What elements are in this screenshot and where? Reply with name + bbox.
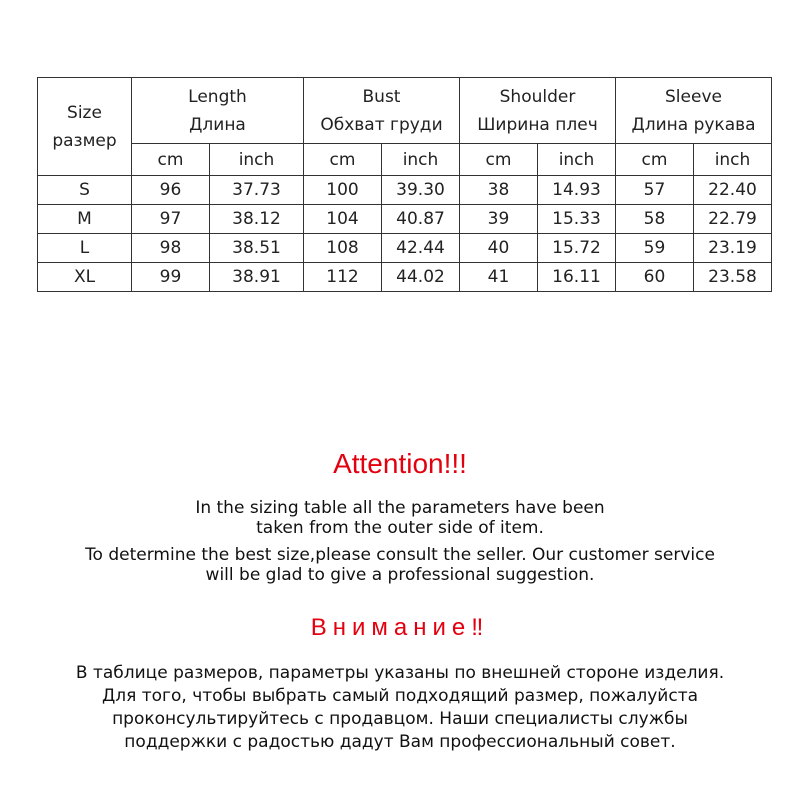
unit-cell: cm: [132, 144, 210, 176]
unit-cell: cm: [616, 144, 694, 176]
table-cell: 60: [616, 263, 694, 292]
unit-cell: inch: [538, 144, 616, 176]
russian-notice-line: поддержки с радостью дадут Вам профессиональный совет.: [124, 732, 676, 752]
table-cell: 38.51: [210, 234, 304, 263]
sleeve-header-ru: Длина рукава: [631, 114, 756, 135]
table-cell: 98: [132, 234, 210, 263]
size-header-en: Size: [67, 102, 102, 123]
sleeve-header: [616, 78, 772, 144]
length-header-en: Length: [188, 86, 247, 107]
table-cell: 57: [616, 176, 694, 205]
table-cell: 23.19: [694, 234, 772, 263]
bust-header-ru: Обхват груди: [320, 114, 443, 135]
table-cell: 40: [460, 234, 538, 263]
english-notice-line: taken from the outer side of item.: [256, 518, 544, 538]
size-table: [37, 77, 772, 292]
table-cell: 39: [460, 205, 538, 234]
vnimanie-heading: Внимание‼: [310, 614, 490, 641]
table-row: [38, 263, 772, 292]
table-cell: 39.30: [382, 176, 460, 205]
unit-cell: inch: [210, 144, 304, 176]
unit-cell: cm: [460, 144, 538, 176]
size-cell: M: [38, 205, 132, 234]
unit-cell: inch: [382, 144, 460, 176]
table-cell: 22.40: [694, 176, 772, 205]
table-cell: 42.44: [382, 234, 460, 263]
table-row: [38, 205, 772, 234]
shoulder-header-ru: Ширина плеч: [477, 114, 598, 135]
table-cell: 112: [304, 263, 382, 292]
table-cell: 104: [304, 205, 382, 234]
table-cell: 38: [460, 176, 538, 205]
unit-cell: inch: [694, 144, 772, 176]
table-cell: 15.72: [538, 234, 616, 263]
table-cell: 38.12: [210, 205, 304, 234]
table-cell: 16.11: [538, 263, 616, 292]
table-cell: 15.33: [538, 205, 616, 234]
shoulder-header: [460, 78, 616, 144]
english-notice-line: In the sizing table all the parameters have been: [195, 498, 605, 518]
length-header: [132, 78, 304, 144]
table-cell: 108: [304, 234, 382, 263]
table-cell: 59: [616, 234, 694, 263]
table-cell: 44.02: [382, 263, 460, 292]
size-header-cell: [38, 78, 132, 176]
length-header-ru: Длина: [189, 114, 246, 135]
table-cell: 99: [132, 263, 210, 292]
size-cell: S: [38, 176, 132, 205]
russian-notice: [0, 662, 800, 754]
english-notice-line: To determine the best size,please consult the seller. Our customer service: [85, 545, 715, 565]
size-header-ru: размер: [52, 130, 117, 151]
table-row: [38, 176, 772, 205]
bust-header-en: Bust: [362, 86, 401, 107]
table-cell: 97: [132, 205, 210, 234]
sleeve-header-en: Sleeve: [665, 86, 722, 107]
table-cell: 22.79: [694, 205, 772, 234]
size-cell: L: [38, 234, 132, 263]
table-header-row: [38, 78, 772, 144]
unit-cell: cm: [304, 144, 382, 176]
table-cell: 38.91: [210, 263, 304, 292]
table-cell: 58: [616, 205, 694, 234]
table-cell: 41: [460, 263, 538, 292]
russian-notice-line: В таблице размеров, параметры указаны по внешней стороне изделия.: [75, 663, 725, 683]
table-cell: 37.73: [210, 176, 304, 205]
table-cell: 14.93: [538, 176, 616, 205]
size-cell: XL: [38, 263, 132, 292]
table-cell: 96: [132, 176, 210, 205]
table-cell: 100: [304, 176, 382, 205]
table-cell: 40.87: [382, 205, 460, 234]
unit-header-row: [38, 144, 772, 176]
attention-heading: Attention!!!: [333, 448, 467, 479]
russian-notice-line: проконсультируйтесь с продавцом. Наши специалисты службы: [112, 709, 688, 729]
table-cell: 23.58: [694, 263, 772, 292]
english-notice-line: will be glad to give a professional suggestion.: [205, 565, 595, 585]
russian-notice-line: Для того, чтобы выбрать самый подходящий размер, пожалуйста: [101, 686, 699, 706]
english-notice: [0, 498, 800, 585]
shoulder-header-en: Shoulder: [499, 86, 576, 107]
bust-header: [304, 78, 460, 144]
table-row: [38, 234, 772, 263]
